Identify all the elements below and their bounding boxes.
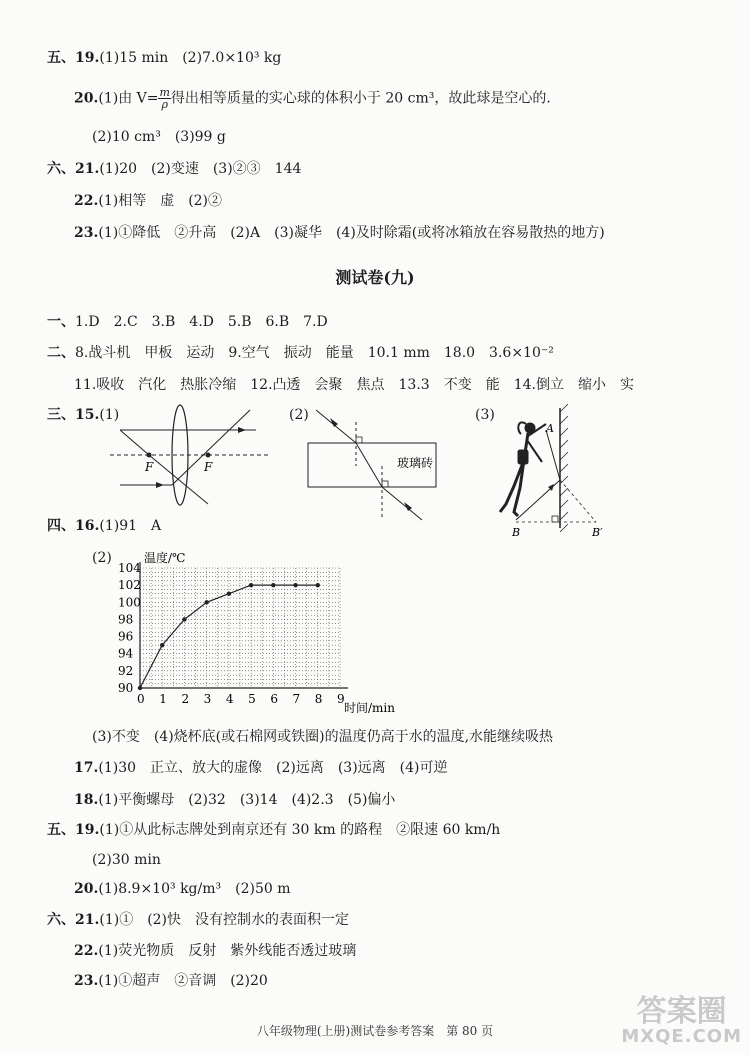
y-tick-label: 100 [118, 595, 141, 610]
section-label: 六、 [47, 912, 75, 928]
answer-text: (1)30 正立、放大的虚像 (2)远离 (3)远离 (4)可逆 [98, 760, 448, 776]
x-tick-label: 7 [292, 692, 301, 706]
answer-text: (1)①降低 ②升高 (2)A (3)凝华 (4)及时除霜(或将冰箱放在容易散热的地方) [98, 225, 605, 241]
data-point [227, 592, 231, 596]
watermark-bottom-text: MXQE.COM [621, 1026, 742, 1047]
question-number: 23. [74, 225, 99, 241]
section-label: 六、 [47, 161, 75, 177]
section-2-answers-cont: 11.吸收 汽化 热胀冷缩 12.凸透 会聚 焦点 13.3 不变 能 14.倒立 缩小 实 [74, 377, 634, 393]
test-title: 测试卷(九) [335, 268, 415, 287]
point-label-B: B [512, 526, 521, 539]
section-label: 二、 [47, 345, 75, 361]
point-label-A: A [546, 422, 554, 435]
y-tick-label: 104 [118, 561, 141, 575]
answer-text: 8.战斗机 甲板 运动 9.空气 振动 能量 10.1 mm 18.0 3.6×10⁻² [75, 345, 554, 361]
data-point [249, 583, 253, 587]
answer-text: (1)15 min (2)7.0×10³ kg [99, 50, 282, 66]
section-label: 三、 [47, 407, 75, 423]
section-2-answers [47, 344, 554, 362]
section-label: 五、 [47, 822, 75, 838]
section-label: 一、 [47, 314, 75, 330]
y-tick-label: 90 [118, 681, 134, 695]
fraction-denominator: ρ [161, 98, 168, 111]
section-1-answers [47, 313, 328, 331]
question-number: 19. [75, 822, 100, 838]
x-tick-label: 9 [337, 692, 345, 706]
answer-line-21 [47, 911, 349, 929]
data-point [160, 643, 164, 647]
focal-point-label-right: F [204, 460, 213, 474]
page-footer: 八年级物理(上册)测试卷参考答案 第 80 页 [256, 1024, 494, 1038]
image-point-label-B-prime: B′ [592, 526, 603, 539]
answer-line-23 [74, 972, 268, 990]
question-number: 15. [75, 407, 100, 423]
chart-axes [140, 562, 348, 688]
answer-16-parts-3-4: (3)不变 (4)烧杯底(或石棉网或铁圈)的温度仍高于水的温度,水能继续吸热 [92, 729, 554, 745]
answer-line-20-prev [74, 87, 551, 110]
question-number: 23. [74, 973, 99, 989]
answer-text: (1)8.9×10³ kg/m³ (2)50 m [98, 881, 291, 897]
data-point [182, 617, 186, 621]
answer-line-17 [74, 759, 448, 777]
x-tick-label: 4 [225, 692, 234, 706]
answer-line-20b-prev: (2)10 cm³ (3)99 g [92, 129, 226, 145]
focal-point-label-left: F [145, 460, 154, 474]
question-number: 17. [74, 760, 99, 776]
x-tick-label: 3 [203, 692, 212, 706]
chart-data-marks [138, 583, 320, 690]
question-number: 20. [74, 90, 99, 107]
chart-y-axis-label: 温度/℃ [144, 551, 186, 565]
x-tick-label: 2 [181, 692, 190, 706]
answer-line-19-prev [47, 49, 281, 67]
x-tick-label: 8 [314, 692, 323, 706]
data-point [271, 583, 275, 587]
question-number: 21. [75, 912, 100, 928]
chart-x-axis-label: 时间/min [344, 701, 395, 715]
x-tick-label: 6 [270, 692, 278, 706]
density-fraction [158, 87, 170, 110]
question-number: 16. [75, 518, 100, 534]
answer-text: (1)91 A [99, 518, 162, 534]
watermark-top-text: 答案圈 [636, 994, 727, 1029]
answer-line-22 [74, 942, 356, 960]
answer-line-19 [47, 821, 500, 839]
lens-ray-diagram [110, 400, 270, 510]
section-label: 五、 [47, 50, 75, 66]
x-tick-label: 5 [248, 692, 256, 706]
fraction-numerator: m [159, 86, 170, 99]
series-line [140, 585, 318, 688]
y-tick-label: 92 [118, 663, 134, 678]
answer-text: (1)荧光物质 反射 紫外线能否透过玻璃 [98, 943, 357, 959]
y-tick-label: 98 [118, 612, 134, 627]
question-number: 20. [74, 881, 99, 897]
answer-text: (1)由 V= [98, 90, 159, 107]
chart-grid [140, 568, 340, 688]
question-number: 19. [75, 50, 100, 66]
answer-line-23-prev [74, 224, 605, 242]
section-label: 四、 [47, 518, 75, 534]
y-tick-label: 96 [118, 629, 134, 644]
part-label: (1) [99, 407, 120, 423]
answer-line-18 [74, 791, 395, 809]
y-tick-label: 102 [118, 578, 141, 593]
part-label-2-chart: (2) [92, 550, 112, 566]
data-point [293, 583, 297, 587]
temperature-time-chart [100, 546, 395, 716]
answer-text: (1)①超声 ②音调 (2)20 [98, 973, 268, 989]
x-tick-label: 1 [159, 692, 167, 706]
section-3-header [47, 406, 119, 424]
answer-text: 1.D 2.C 3.B 4.D 5.B 6.B 7.D [75, 314, 328, 330]
data-point [204, 600, 208, 604]
watermark-logo [621, 994, 742, 1047]
answer-text: (1)平衡螺母 (2)32 (3)14 (4)2.3 (5)偏小 [98, 792, 396, 808]
answer-line-20 [74, 880, 290, 898]
glass-block-label: 玻璃砖 [397, 456, 434, 470]
answer-text: (1)相等 虚 (2)② [98, 193, 223, 209]
section-4-line [47, 517, 161, 535]
answer-text: (1)20 (2)变速 (3)②③ 144 [99, 161, 302, 177]
answer-text: 得出相等质量的实心球的体积小于 20 cm³，故此球是空心的. [170, 90, 551, 107]
glass-block-refraction-diagram [300, 400, 450, 525]
answer-line-21-prev [47, 160, 301, 178]
data-point [138, 686, 142, 690]
data-point [316, 583, 320, 587]
plane-mirror-diagram [488, 400, 618, 540]
answer-text: (1)① (2)快 没有控制水的表面积一定 [99, 912, 350, 928]
part-label-3: (3) [475, 407, 495, 423]
answer-text: (1)①从此标志牌处到南京还有 30 km 的路程 ②限速 60 km/h [99, 822, 501, 838]
y-tick-label: 94 [118, 646, 134, 661]
answer-line-22-prev [74, 192, 222, 210]
answer-line-19b: (2)30 min [92, 852, 161, 868]
question-number: 21. [75, 161, 100, 177]
question-number: 18. [74, 792, 99, 808]
part-label-2: (2) [289, 407, 309, 423]
chart-tick-labels [118, 561, 345, 706]
x-tick-label: 0 [137, 692, 145, 706]
question-number: 22. [74, 193, 99, 209]
question-number: 22. [74, 943, 99, 959]
